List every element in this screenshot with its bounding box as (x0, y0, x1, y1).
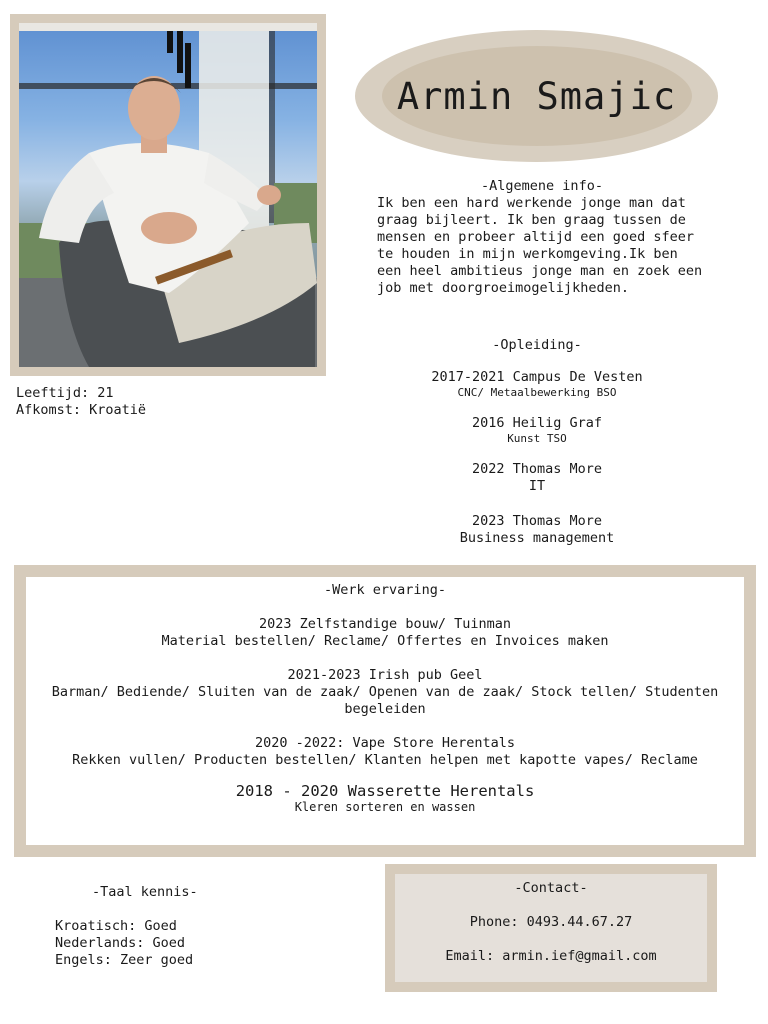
age-text: Leeftijd: 21 (16, 385, 114, 401)
job-description: Material bestellen/ Reclame/ Offertes en Invoices maken (161, 633, 609, 649)
email-link[interactable]: Email: armin.ief@gmail.com (445, 948, 657, 964)
education-title: 2023 Thomas More (471, 513, 603, 529)
contact-frame (385, 864, 717, 992)
job-item (26, 667, 744, 718)
work-experience-heading: -Werk ervaring- (324, 582, 446, 598)
general-info-section (377, 178, 707, 297)
job-title: 2018 - 2020 Wasserette Herentals (235, 782, 535, 800)
profile-photo-illustration (19, 23, 317, 367)
education-item (357, 415, 717, 446)
language-item: Engels: Zeer goed (55, 952, 194, 968)
education-subtitle: Business management (459, 530, 615, 546)
job-title: 2020 -2022: Vape Store Herentals (254, 735, 516, 751)
phone-text[interactable]: Phone: 0493.44.67.27 (469, 914, 633, 930)
education-subtitle: CNC/ Metaalbewerking BSO (457, 386, 617, 399)
education-section (357, 337, 717, 562)
contact-section (395, 874, 707, 982)
education-item (357, 513, 717, 547)
job-description: Rekken vullen/ Producten bestellen/ Klanten helpen met kapotte vapes/ Reclame (72, 752, 698, 768)
education-heading: -Opleiding- (492, 337, 582, 353)
language-item: Nederlands: Goed (55, 935, 186, 951)
origin-text: Afkomst: Kroatië (16, 402, 147, 418)
profile-photo-frame (10, 14, 326, 376)
name-badge-inner (382, 46, 692, 146)
work-experience-frame (14, 565, 756, 857)
personal-info (16, 385, 146, 419)
job-title: 2023 Zelfstandige bouw/ Tuinman (259, 616, 511, 632)
job-item (26, 616, 744, 650)
general-info-text: Ik ben een hard werkende jonge man dat graag bijleert. Ik ben graag tussen de mensen en probeer altijd een goed sfeer te houden in mijn werkomgeving.Ik ben een heel ambitieus jonge man en zoek een job met doorgroeimogelijkheden. (377, 195, 703, 296)
work-experience-section (26, 577, 744, 845)
languages-section (55, 884, 198, 969)
name-badge (355, 30, 718, 162)
job-description: Kleren sorteren en wassen (294, 800, 476, 814)
education-title: 2016 Heilig Graf (471, 415, 603, 431)
page-title: Armin Smajic (396, 74, 677, 118)
education-title: 2022 Thomas More (471, 461, 603, 477)
education-subtitle: Kunst TSO (507, 432, 567, 445)
general-info-heading: -Algemene info- (481, 178, 603, 194)
languages-heading: -Taal kennis- (92, 884, 198, 900)
language-item: Kroatisch: Goed (55, 918, 177, 934)
job-title: 2021-2023 Irish pub Geel (287, 667, 483, 683)
education-subtitle: IT (528, 478, 546, 494)
education-item (357, 461, 717, 495)
job-item (26, 783, 744, 815)
job-description: Barman/ Bediende/ Sluiten van de zaak/ Openen van de zaak/ Stock tellen/ Studenten begeleiden (51, 684, 719, 717)
education-item (357, 369, 717, 400)
education-title: 2017-2021 Campus De Vesten (431, 369, 643, 385)
profile-photo (19, 23, 317, 367)
job-item (26, 735, 744, 769)
contact-heading: -Contact- (514, 880, 588, 896)
